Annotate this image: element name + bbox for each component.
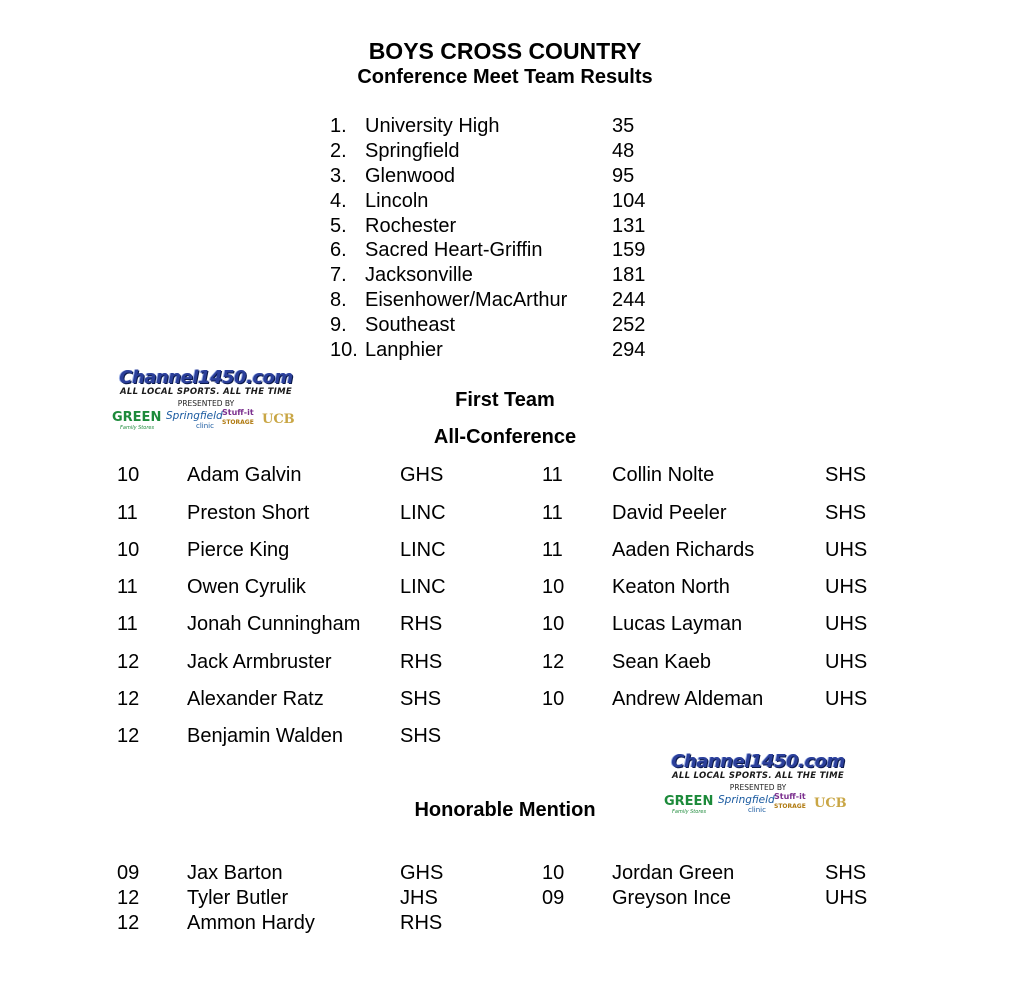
logo-presented-by: PRESENTED BY [729,783,787,792]
athlete-name: Collin Nolte [612,464,715,486]
green-sponsor-sub: Family Stores [120,425,155,431]
athlete-grade: 12 [117,912,140,934]
athlete-school: LINC [400,576,446,598]
team-rank: 2. [330,139,347,162]
athlete-name: Preston Short [187,502,310,524]
athlete-school: UHS [825,887,868,909]
athlete-grade: 10 [542,862,565,884]
athlete-name: Ammon Hardy [187,912,315,934]
logo-wordmark: Channel1450.com [119,367,293,388]
athlete-grade: 11 [117,502,138,524]
athlete-grade: 12 [117,887,140,909]
athlete-school: UHS [825,651,868,673]
team-score: 159 [612,239,646,262]
athlete-grade: 12 [117,688,140,710]
athlete-grade: 12 [117,651,140,673]
athlete-school: UHS [825,688,868,710]
athlete-school: UHS [825,576,868,598]
athlete-school: SHS [825,502,867,524]
team-rank: 1. [330,115,347,137]
team-name: Sacred Heart-Griffin [365,239,543,262]
clinic-sponsor-text: clinic [748,806,766,814]
team-rank: 8. [330,289,347,312]
athlete-grade: 10 [542,613,565,635]
team-rank: 5. [330,214,347,237]
springfield-sponsor-logo: Springfield [718,794,775,806]
team-score: 35 [612,115,635,137]
athlete-school: SHS [400,725,442,747]
athlete-grade: 11 [542,539,563,561]
athlete-school: RHS [400,912,443,934]
athlete-name: Alexander Ratz [187,688,324,710]
storage-sponsor-text: STORAGE [774,803,806,810]
athlete-name: Pierce King [187,539,290,561]
ucb-sponsor-logo: UCB [262,412,295,427]
athlete-school: UHS [825,539,868,561]
honorable-mention-heading: Honorable Mention [414,799,596,821]
athlete-grade: 11 [117,613,138,635]
team-rank: 7. [330,264,347,287]
green-sponsor-logo: GREEN [664,794,714,809]
athlete-name: Owen Cyrulik [187,576,306,598]
all-conference-heading: All-Conference [433,426,577,448]
team-score: 252 [612,314,646,337]
athlete-school: RHS [400,651,443,673]
athlete-grade: 10 [117,464,140,486]
stuffit-sponsor-logo: Stuff-it [774,792,806,801]
athlete-name: Sean Kaeb [612,651,711,673]
athlete-name: Keaton North [612,576,730,598]
page-title: BOYS CROSS COUNTRY [368,38,642,64]
athlete-grade: 11 [542,502,563,524]
athlete-grade: 09 [542,887,565,909]
athlete-grade: 12 [117,725,140,747]
page-subtitle: Conference Meet Team Results [357,66,653,88]
team-name: Eisenhower/MacArthur [365,289,568,312]
team-name: University High [365,115,500,137]
logo-wordmark: Channel1450.com [671,751,845,772]
athlete-school: LINC [400,502,446,524]
athlete-name: Jack Armbruster [187,651,332,673]
athlete-name: Greyson Ince [612,887,731,909]
athlete-name: Adam Galvin [187,464,302,486]
green-sponsor-sub: Family Stores [672,809,707,815]
athlete-name: Jonah Cunningham [187,613,361,635]
team-name: Lincoln [365,189,429,212]
athlete-name: Benjamin Walden [187,725,344,747]
logo-tagline: ALL LOCAL SPORTS. ALL THE TIME [119,387,293,397]
athlete-grade: 11 [542,464,563,486]
team-name: Springfield [365,139,460,162]
athlete-school: JHS [400,887,438,909]
team-score: 181 [612,264,646,287]
team-name: Rochester [365,214,457,237]
athlete-school: SHS [825,464,867,486]
team-score: 244 [612,289,646,312]
athlete-grade: 10 [542,576,565,598]
springfield-sponsor-logo: Springfield [166,410,223,422]
athlete-name: Tyler Butler [187,887,289,909]
team-score: 95 [612,164,635,187]
athlete-name: Aaden Richards [612,539,755,561]
ucb-sponsor-logo: UCB [814,796,847,811]
green-sponsor-logo: GREEN [112,410,162,425]
storage-sponsor-text: STORAGE [222,419,254,426]
athlete-school: RHS [400,613,443,635]
athlete-grade: 09 [117,862,140,884]
athlete-name: Jax Barton [187,862,283,884]
team-rank: 4. [330,189,347,212]
athlete-name: Jordan Green [612,862,735,884]
team-name: Southeast [365,314,456,337]
team-score: 131 [612,214,646,237]
athlete-school: GHS [400,862,444,884]
logo-presented-by: PRESENTED BY [177,399,235,408]
athlete-school: UHS [825,613,868,635]
athlete-grade: 11 [117,576,138,598]
team-name: Glenwood [365,164,456,187]
athlete-school: SHS [825,862,867,884]
athlete-school: LINC [400,539,446,561]
team-score: 104 [612,189,646,212]
team-rank: 3. [330,164,347,187]
athlete-school: GHS [400,464,444,486]
stuffit-sponsor-logo: Stuff-it [222,408,254,417]
logo-tagline: ALL LOCAL SPORTS. ALL THE TIME [671,771,845,781]
athlete-grade: 10 [542,688,565,710]
first-team-heading: First Team [455,389,555,411]
athlete-name: Andrew Aldeman [612,688,764,710]
team-rank: 9. [330,314,347,337]
athlete-school: SHS [400,688,442,710]
team-rank: 10. [330,339,358,362]
team-name: Lanphier [365,339,443,362]
team-name: Jacksonville [365,264,473,287]
team-score: 294 [612,339,646,362]
team-score: 48 [612,139,635,162]
team-rank: 6. [330,239,347,262]
athlete-name: David Peeler [612,502,727,524]
clinic-sponsor-text: clinic [196,422,214,430]
athlete-grade: 12 [542,651,565,673]
athlete-grade: 10 [117,539,140,561]
athlete-name: Lucas Layman [612,613,743,635]
